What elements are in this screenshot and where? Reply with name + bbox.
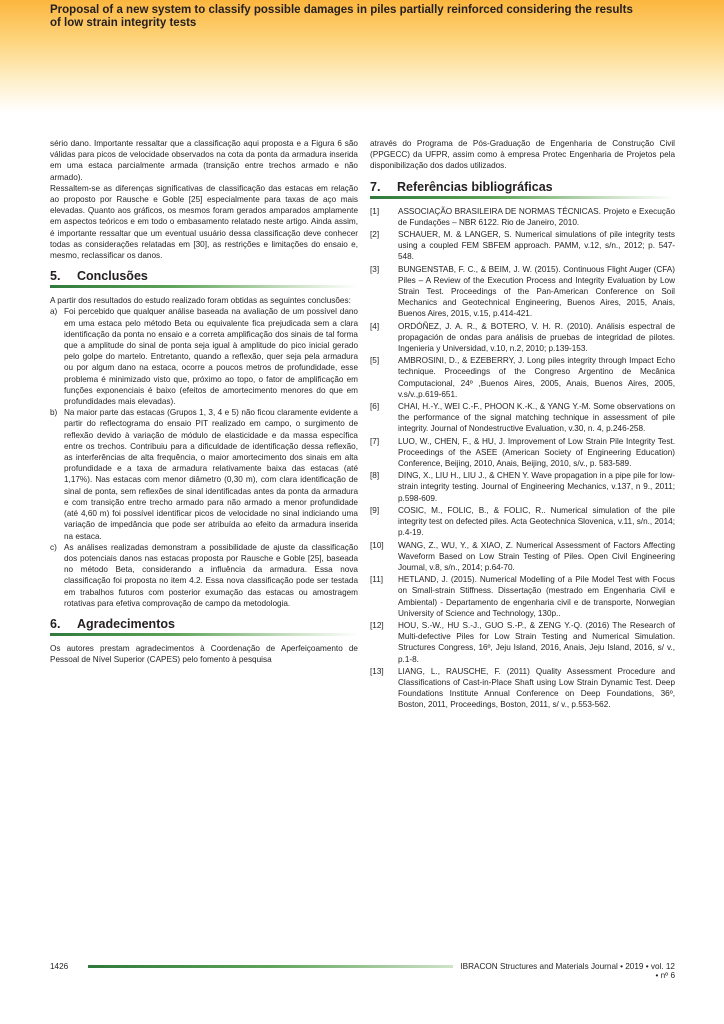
- paragraph: Os autores prestam agradecimentos à Coordenação de Aperfeiçoamento de Pessoal de Nível Superior (CAPES) pelo fomento à pesquisa: [50, 643, 358, 665]
- reference-text: ORDÓÑEZ, J. A. R., & BOTERO, V. H. R. (2010). Análisis espectral de propagación de ondas para análisis de pruebas de integridad de pilotes. Ingenieria y Universidad, v.10, n.2, 2010; p.139-153.: [398, 321, 675, 354]
- paragraph: A partir dos resultados do estudo realizado foram obtidas as seguintes conclusões:: [50, 296, 351, 306]
- section-underline: [370, 196, 675, 199]
- reference-number: [5]: [370, 356, 380, 366]
- reference-text: HETLAND, J. (2015). Numerical Modelling of a Pile Model Test with Focus on Small-strain Stiffness. Dissertação (mestrado em Engenharia Civil e Ambiental) - Departamento de engenharia civil e de transporte, Norwegian University of Science and Technology, 130p..: [398, 575, 675, 618]
- journal-footer: IBRACON Structures and Materials Journal • 2019 • vol. 12 • nº 6: [460, 962, 675, 980]
- reference-text: DING, X., LIU H., LIU J., & CHEN Y. Wave propagation in a pipe pile for low-strain integrity testing. Journal of Engineering Mechanics, v.137, n 9., 2011; p.598-609.: [398, 471, 675, 503]
- running-header-line-1: Proposal of a new system to classify possible damages in piles partially reinforced considering the results: [50, 4, 633, 16]
- reference-text: ASSOCIAÇÃO BRASILEIRA DE NORMAS TÉCNICAS. Projeto e Execução de Fundações – NBR 6122. Rio de Janeiro, 2010.: [398, 206, 675, 227]
- list-item: [50, 407, 358, 541]
- reference-item: [370, 264, 675, 320]
- reference-number: [2]: [370, 230, 380, 240]
- reference-text: AMBROSINI, D., & EZEBERRY, J. Long piles integrity through Impact Echo technique. Proceedings of the Congreso Argentino de Mecânica Computacional, 24º ,Buenos Aires, 2005, Anais, Buenos Aires, 2005, v.s/v.,p.619-651.: [398, 356, 675, 399]
- section-heading-acknowledgements: [50, 616, 358, 632]
- section-underline: [50, 633, 358, 636]
- reference-text: LIANG, L., RAUSCHE, F. (2011) Quality Assessment Procedure and Classifications of Cast-in-Place Shaft using Low Strain Dynamic Test. Deep Foundations Institute Annual Conference on Deep Foundations, 36º, Boston, 2011, Proceedings, Boston, 2011, s/ v., p.553-562.: [398, 666, 675, 710]
- reference-item: [370, 574, 675, 619]
- reference-number: [3]: [370, 264, 380, 274]
- running-header-line-2: of low strain integrity tests: [50, 17, 197, 29]
- reference-number: [6]: [370, 402, 380, 412]
- reference-item: [370, 666, 675, 711]
- reference-number: [4]: [370, 321, 380, 331]
- reference-text: BUNGENSTAB, F. C., & BEIM, J. W. (2015). Continuous Flight Auger (CFA) Piles – A Review of the Execution Process and Integrity Evaluation by Low Strain Test. Proceedings of the Pan-American Conference on Soil Mechanics and Geotechnical Engineering, Buenos Aires, 2015, Anais, Buenos Aires, 2015, v.15, p.414-421.: [398, 264, 675, 319]
- list-marker: c): [50, 542, 57, 552]
- list-text: Foi percebido que qualquer análise baseada na avaliação de um possível dano em uma estaca pelo método Beta ou equivalente fica prejudicada sem a clara identificação da ponta no ensaio e a correta amplificação dos sinais de tal forma que a amplitude do sinal de ponta seja igual à amplitude do pico inicial gerado pelo golpe do martelo. Entretanto, quando a reflexão, quer seja pela armadura ou por algum dano na estaca, ocorre a poucos metros de profundidade, esse problema é minimizado visto que, próximo ao topo, o fator de amplificação em funções exponenciais é baixo (efeitos de amortecimento menores do que em profundidades mais elevadas).: [64, 307, 358, 407]
- section-number: 5.: [50, 269, 61, 284]
- section-number: 6.: [50, 616, 61, 631]
- section-underline: [50, 285, 358, 288]
- reference-item: [370, 470, 675, 504]
- list-text: As análises realizadas demonstram a possibilidade de ajuste da classificação dos potenciais danos nas estacas proposta por Rausche e Goble [25], baseada no método Beta, considerando a influência da armadura. Essa nova classificação foi proposta no item 4.2. Essa nova classificação pode ser testada em trabalhos futuros com posterior exumação das estacas ou amostragem rotativas para efetiva comprovação de campo da metodologia.: [64, 542, 358, 608]
- list-marker: a): [50, 307, 58, 317]
- paragraph: Ressaltem-se as diferenças significativas de classificação das estacas em relação ao proposto por Rausche e Goble [25] especialmente para taxas de aço mais elevadas. Quanto aos gráficos, os mesmos foram gerados amparados amplamente em aspectos teóricos e em todo o embasamento relatado neste artigo. Ainda assim, é importante ressaltar que um eventual usuário dessa classificação deve conhecer todas as considerações relatadas em [30], as restrições e limitações do ensaio e, mesmo, reclassificar os danos.: [50, 183, 358, 261]
- running-header-title: [50, 4, 670, 30]
- reference-text: COSIC, M., FOLIC, B., & FOLIC, R.. Numerical simulation of the pile integrity test on defected piles. Acta Geotechnica Slovenica, v.11, s/n., 2014; p.4-19.: [398, 505, 675, 538]
- list-item: [50, 306, 358, 407]
- reference-number: [10]: [370, 540, 384, 550]
- reference-number: [11]: [370, 575, 384, 585]
- paragraph: sério dano. Importante ressaltar que a classificação aqui proposta e a Figura 6 são válidas para picos de velocidade observados na cota da ponta da armadura inserida em uma estaca parcialmente armada (transição entre trechos armado e não armado).: [50, 139, 358, 182]
- page-number: 1426: [50, 962, 69, 971]
- reference-number: [13]: [370, 666, 384, 676]
- paragraph: através do Programa de Pós-Graduação de Engenharia de Construção Civil (PPGECC) da UFPR, assim como à empresa Protec Engenharia de Projetos pela disponibilização dos dados utilizados.: [370, 139, 675, 171]
- footer-rule: [88, 965, 453, 968]
- reference-text: SCHAUER, M. & LANGER, S. Numerical simulations of pile integrity tests using a coupled FEM SBFEM approach. PAMM, v.12, s/n., 2012; p. 547-548.: [398, 230, 675, 262]
- section-title: Conclusões: [77, 269, 148, 284]
- reference-number: [7]: [370, 436, 380, 446]
- list-item: [50, 542, 358, 609]
- reference-item: [370, 540, 675, 574]
- reference-text: LUO, W., CHEN, F., & HU, J. Improvement of Low Strain Pile Integrity Test. Proceedings of the ASEE (American Society of Engineering Education) Conference, Beijing, 2010, Anais, Beijing, 2010, s/v., p. 583-589.: [398, 436, 675, 469]
- reference-item: [370, 401, 675, 435]
- reference-item: [370, 355, 675, 400]
- reference-list: [370, 206, 675, 711]
- reference-item: [370, 229, 675, 263]
- right-column: [370, 138, 675, 712]
- section-title: Referências bibliográficas: [397, 179, 553, 194]
- reference-item: [370, 321, 675, 355]
- reference-text: HOU, S.-W., HU S.-J., GUO S.-P., & ZENG Y.-Q. (2016) The Research of Multi-defective Piles for Low Strain Testing and Numerical Simulation. Structures Congress, 16º, Jeju Island, 2016, Anais, Jeju Island, 2016, s/ v., p.1-8.: [398, 620, 675, 664]
- reference-number: [8]: [370, 471, 380, 481]
- list-marker: b): [50, 408, 58, 418]
- reference-item: [370, 505, 675, 539]
- section-title: Agradecimentos: [77, 616, 175, 631]
- reference-text: WANG, Z., WU, Y., & XIAO, Z. Numerical Assessment of Factors Affecting Waveform Based on Low Strain Testing of Piles. Open Civil Engineering Journal, v.8, s/n., 2014; p.64-70.: [398, 540, 675, 572]
- reference-number: [9]: [370, 505, 380, 515]
- left-column: [50, 138, 358, 665]
- reference-item: [370, 206, 675, 228]
- reference-item: [370, 436, 675, 470]
- section-number: 7.: [370, 179, 381, 194]
- list-text: Na maior parte das estacas (Grupos 1, 3, 4 e 5) não ficou claramente evidente a partir do reflectograma do ensaio PIT realizado em campo, o surgimento de reflexão devido à variação de módulo de elasticidade e da massa específica entre os trechos. Contribuiu para a dificuldade de identificação dessa reflexão, as interferências de alta frequência, o maior amortecimento dos sinais em alta profundidade e a taxa de armadura relativamente baixa das estacas (até 1,17%). Nas estacas com menor diâmetro (0,30 m), com clara identificação de sinal de ponta, sem reflexões de sinal identificadas antes da ponta da armadura e com transição entre trecho armado para não armado a menor profundidade (até 4,60 m) foi possível identificar picos de velocidade no sinal indiciando uma variação de impedância que pode ser atribuída ao efeito da armadura inserida na estaca.: [64, 408, 358, 541]
- reference-item: [370, 620, 675, 665]
- reference-number: [1]: [370, 206, 380, 216]
- section-heading-references: [370, 179, 675, 195]
- reference-text: CHAI, H.-Y., WEI C.-F., PHOON K.-K., & YANG Y.-M. Some observations on the performance of the signal matching technique in assessment of pile integrity. Journal of Nondestructive Evaluation, v.30, n. 4, p.246-258.: [398, 402, 675, 434]
- section-heading-conclusions: [50, 268, 358, 284]
- reference-number: [12]: [370, 620, 384, 630]
